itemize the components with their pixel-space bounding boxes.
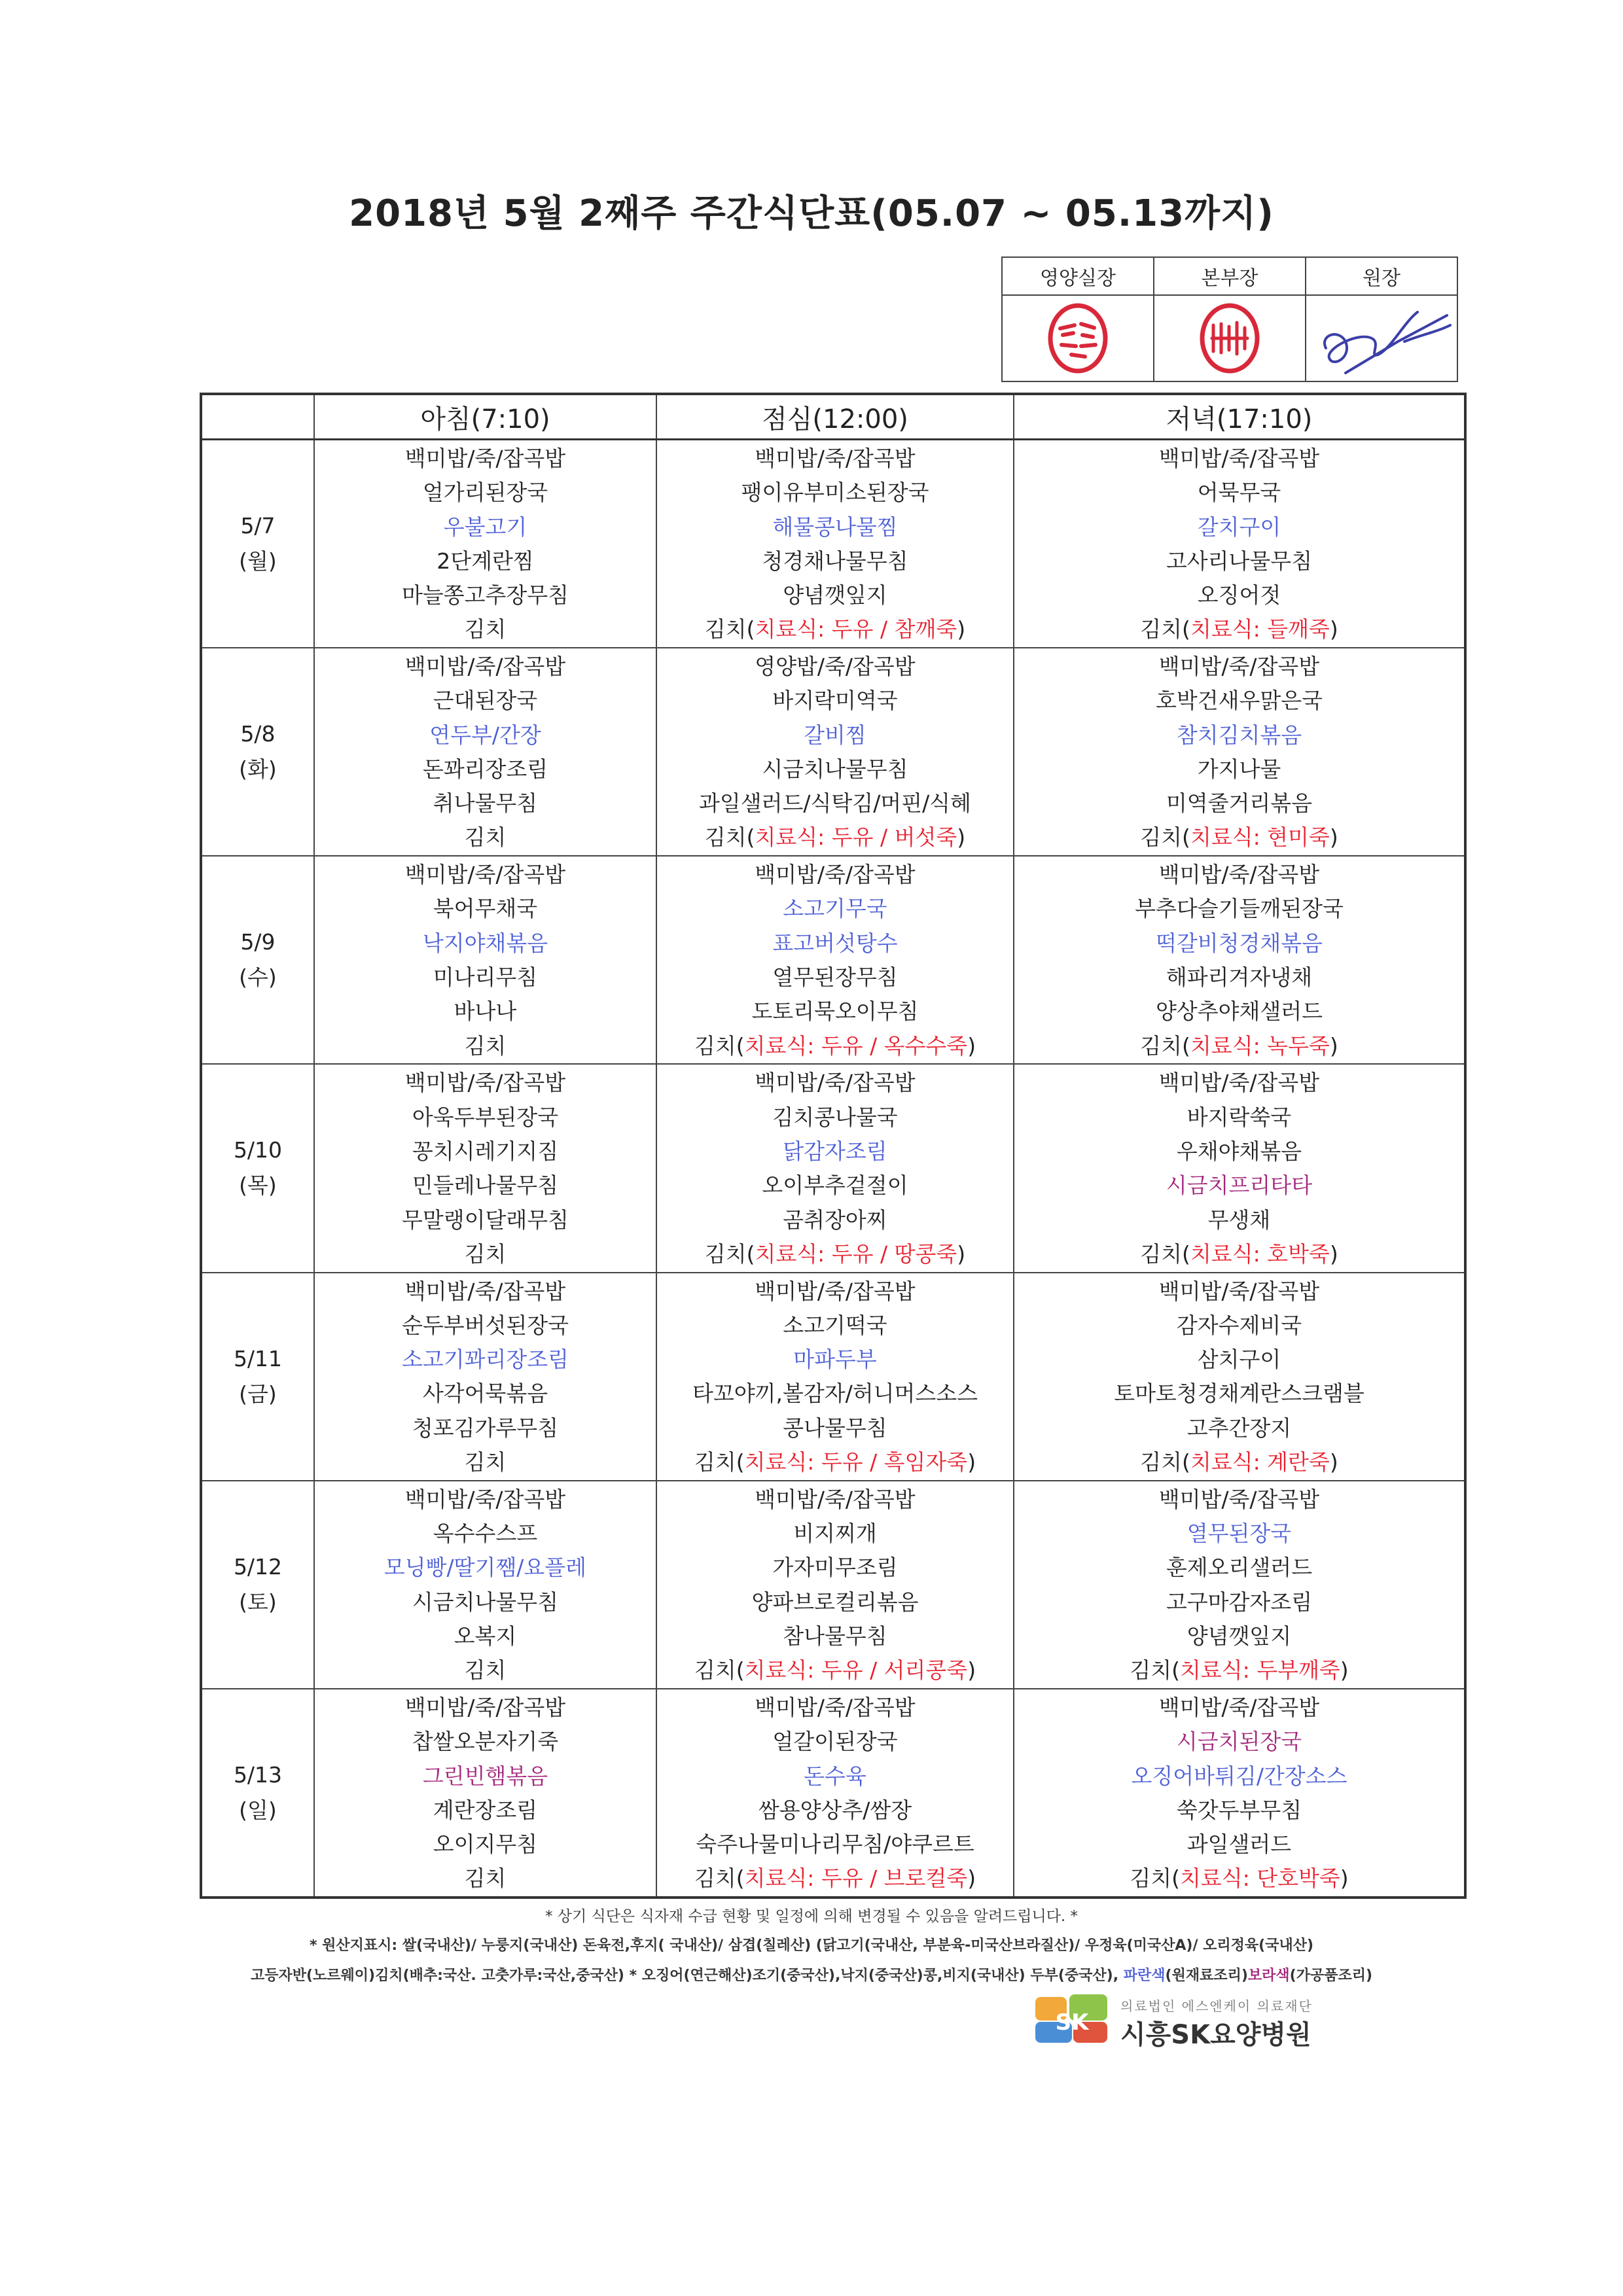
menu-item: 김치 <box>464 824 507 851</box>
menu-item: 백미밥/죽/잡곡밥 <box>1158 862 1320 888</box>
menu-header-row <box>201 394 1465 440</box>
menu-item: 백미밥/죽/잡곡밥 <box>1158 653 1320 679</box>
menu-item: 쌈용양상추/쌈장 <box>758 1797 912 1823</box>
menu-change-notice: * 상기 식단은 식자재 수급 현황 및 일정에 의해 변경될 수 있음을 알려드립니다. * <box>544 1908 1079 1925</box>
dinner-cell <box>1014 1481 1465 1689</box>
date-label: 5/8 <box>240 721 276 747</box>
therapeutic-diet-note: 치료식: 두유 / 참깨죽 <box>755 616 957 643</box>
menu-item: 닭감자조림 <box>783 1138 887 1164</box>
origin-notice-continued <box>0 1964 1623 1985</box>
day-column-header <box>201 394 314 440</box>
date-label: 5/13 <box>233 1762 283 1788</box>
lunch-cell <box>656 1689 1014 1898</box>
menu-item: 갈치구이 <box>1197 514 1281 540</box>
menu-item: 백미밥/죽/잡곡밥 <box>404 1278 566 1304</box>
dinner-cell <box>1014 440 1465 648</box>
approval-box <box>1001 256 1458 382</box>
menu-item <box>657 612 1013 646</box>
weekday-label: (월) <box>239 548 277 574</box>
menu-item: 고구마감자조림 <box>1166 1589 1313 1615</box>
menu-item <box>1014 612 1464 646</box>
menu-item: 삼치구이 <box>1197 1347 1281 1373</box>
dinner-cell <box>1014 856 1465 1064</box>
menu-item: 영양밥/죽/잡곡밥 <box>755 653 916 679</box>
menu-item: 김치 <box>464 616 507 643</box>
menu-item: 고사리나물무침 <box>1166 548 1313 574</box>
therapeutic-diet-note: 치료식: 두부깨죽 <box>1180 1657 1340 1684</box>
legend-blue: 파란색 <box>1123 1968 1166 1984</box>
menu-item-text: 김치( <box>704 1241 755 1267</box>
menu-item: 백미밥/죽/잡곡밥 <box>404 1695 566 1720</box>
day-row <box>201 1273 1465 1481</box>
legend-purple: 보라색 <box>1247 1968 1290 1984</box>
menu-item-text: 김치( <box>1130 1865 1180 1892</box>
lunch-cell <box>656 648 1014 856</box>
origin-text: 고등자반(노르웨이)김치(배추:국산. 고춧가루:국산,중국산) * 오징어(연근해산)조기(중국산),낙지(중국산)콩,비지(국내산) 두부(중국산), <box>250 1968 1119 1984</box>
menu-item: 민들레나물무침 <box>412 1173 559 1199</box>
menu-item: 쑥갓두부무침 <box>1176 1797 1302 1823</box>
dinner-cell <box>1014 1689 1465 1898</box>
approval-stamp-nutrition <box>1002 295 1154 381</box>
weekday-label: (목) <box>239 1173 277 1199</box>
menu-item: 숙주나물미나리무침/야쿠르트 <box>696 1831 974 1858</box>
menu-item <box>657 821 1013 855</box>
menu-item: 백미밥/죽/잡곡밥 <box>755 1278 916 1304</box>
menu-item: 소고기꽈리장조림 <box>401 1347 569 1373</box>
day-label-cell <box>201 440 314 648</box>
menu-item: 해물콩나물찜 <box>772 514 898 540</box>
day-label-cell <box>201 1481 314 1689</box>
menu-item: 김치 <box>464 1033 507 1059</box>
menu-item-close: ) <box>1329 824 1338 851</box>
menu-item: 백미밥/죽/잡곡밥 <box>404 862 566 888</box>
date-label: 5/12 <box>233 1553 283 1580</box>
menu-item <box>1014 1653 1464 1687</box>
therapeutic-diet-note: 치료식: 들깨죽 <box>1190 616 1330 643</box>
menu-item: 훈제오리샐러드 <box>1166 1555 1313 1581</box>
menu-item: 낙지야채볶음 <box>422 930 548 956</box>
day-row <box>201 1064 1465 1272</box>
menu-item-close: ) <box>957 616 966 643</box>
menu-item: 백미밥/죽/잡곡밥 <box>755 1070 916 1096</box>
menu-item: 오징어바튀김/간장소스 <box>1131 1763 1347 1789</box>
date-label: 5/9 <box>240 929 276 955</box>
menu-item: 부추다슬기들깨된장국 <box>1135 896 1344 922</box>
therapeutic-diet-note: 치료식: 현미죽 <box>1190 824 1330 851</box>
menu-item: 시금치나물무침 <box>762 756 908 782</box>
menu-item: 백미밥/죽/잡곡밥 <box>1158 446 1320 471</box>
therapeutic-diet-note: 치료식: 두유 / 땅콩죽 <box>755 1241 957 1267</box>
weekday-label: (화) <box>239 756 277 783</box>
approval-header-chief: 원장 <box>1306 257 1457 295</box>
menu-item <box>1014 821 1464 855</box>
menu-item: 과일샐러드 <box>1186 1831 1292 1858</box>
menu-item <box>657 1029 1013 1063</box>
approval-header-nutrition: 영양실장 <box>1002 257 1154 295</box>
menu-item: 계란장조림 <box>433 1797 538 1823</box>
menu-item: 2단계란찜 <box>437 548 534 574</box>
menu-item: 표고버섯탕수 <box>772 930 898 956</box>
menu-item-close: ) <box>1340 1865 1349 1892</box>
therapeutic-diet-note: 치료식: 호박죽 <box>1190 1241 1330 1267</box>
lunch-cell <box>656 856 1014 1064</box>
menu-item: 마파두부 <box>793 1347 877 1373</box>
menu-item: 사각어묵볶음 <box>422 1381 548 1407</box>
menu-item: 고추간장지 <box>1186 1415 1292 1441</box>
hospital-logo-icon <box>1033 1992 1111 2045</box>
menu-item-text: 김치( <box>694 1865 745 1892</box>
day-row <box>201 648 1465 856</box>
menu-item: 북어무채국 <box>433 896 538 922</box>
page-title: 2018년 5월 2째주 주간식단표(05.07 ~ 05.13까지) <box>349 192 1274 235</box>
date-label: 5/10 <box>233 1137 283 1163</box>
menu-item: 소고기떡국 <box>783 1312 887 1338</box>
day-label-cell <box>201 1689 314 1898</box>
menu-item-text: 김치( <box>704 824 755 851</box>
approval-signature-chief <box>1306 295 1457 381</box>
menu-item: 돈수육 <box>804 1763 866 1789</box>
hospital-name: 시흥SK요양병원 <box>1120 2020 1311 2050</box>
day-row <box>201 856 1465 1064</box>
lunch-cell <box>656 1273 1014 1481</box>
menu-item: 시금치된장국 <box>1176 1729 1302 1755</box>
menu-item: 백미밥/죽/잡곡밥 <box>1158 1278 1320 1304</box>
menu-item: 김치 <box>464 1865 507 1892</box>
menu-item <box>1014 1445 1464 1479</box>
menu-item-text: 김치( <box>694 1033 745 1059</box>
day-label-cell <box>201 648 314 856</box>
menu-item: 백미밥/죽/잡곡밥 <box>1158 1486 1320 1512</box>
menu-item: 토마토청경채계란스크램블 <box>1114 1381 1364 1407</box>
menu-item: 바나나 <box>454 998 517 1025</box>
menu-item <box>657 1237 1013 1271</box>
menu-item: 찹쌀오분자기죽 <box>412 1729 559 1755</box>
menu-item-text: 김치( <box>694 1449 745 1475</box>
menu-item <box>1014 1237 1464 1271</box>
menu-item: 무말랭이달래무침 <box>401 1207 569 1233</box>
menu-item-text: 김치( <box>1140 1033 1190 1059</box>
menu-item: 근대된장국 <box>433 688 538 714</box>
menu-item <box>657 1862 1013 1896</box>
therapeutic-diet-note: 치료식: 두유 / 흑임자죽 <box>744 1449 968 1475</box>
menu-item: 오징어젓 <box>1197 582 1281 609</box>
menu-item: 오이지무침 <box>433 1831 538 1858</box>
lunch-cell <box>656 1064 1014 1272</box>
weekday-label: (금) <box>239 1381 277 1407</box>
therapeutic-diet-note: 치료식: 녹두죽 <box>1190 1033 1330 1059</box>
menu-item: 백미밥/죽/잡곡밥 <box>404 653 566 679</box>
menu-item-text: 김치( <box>1140 1449 1190 1475</box>
approval-header-director: 본부장 <box>1154 257 1306 295</box>
dinner-cell <box>1014 1064 1465 1272</box>
menu-item-close: ) <box>1329 1033 1338 1059</box>
lunch-cell <box>656 440 1014 648</box>
therapeutic-diet-note: 치료식: 두유 / 서리콩죽 <box>744 1657 968 1684</box>
menu-item: 백미밥/죽/잡곡밥 <box>755 446 916 471</box>
menu-item: 양념깻잎지 <box>1186 1623 1292 1649</box>
menu-item: 콩나물무침 <box>783 1415 887 1441</box>
menu-item: 과일샐러드/식탁김/머핀/식혜 <box>699 790 971 817</box>
menu-item: 호박건새우맑은국 <box>1155 688 1323 714</box>
approval-stamp-director <box>1154 295 1306 381</box>
menu-item: 양상추야채샐러드 <box>1155 998 1323 1025</box>
day-label-cell <box>201 1064 314 1272</box>
breakfast-cell <box>314 1689 656 1898</box>
menu-item: 백미밥/죽/잡곡밥 <box>1158 1070 1320 1096</box>
breakfast-cell <box>314 440 656 648</box>
menu-item: 타꼬야끼,볼감자/허니머스소스 <box>692 1381 978 1407</box>
logo-text: SK <box>1055 2009 1089 2036</box>
menu-item: 떡갈비청경채볶음 <box>1155 930 1323 956</box>
menu-item: 바지락쑥국 <box>1186 1104 1292 1130</box>
menu-item-close: ) <box>957 1241 966 1267</box>
menu-item: 백미밥/죽/잡곡밥 <box>755 1695 916 1720</box>
menu-item: 우불고기 <box>443 514 527 540</box>
menu-item: 백미밥/죽/잡곡밥 <box>404 1070 566 1096</box>
menu-item: 백미밥/죽/잡곡밥 <box>755 862 916 888</box>
menu-item: 팽이유부미소된장국 <box>741 480 929 506</box>
breakfast-cell <box>314 1273 656 1481</box>
menu-item: 바지락미역국 <box>772 688 898 714</box>
therapeutic-diet-note: 치료식: 계란죽 <box>1190 1449 1330 1475</box>
menu-item: 백미밥/죽/잡곡밥 <box>404 446 566 471</box>
breakfast-cell <box>314 1064 656 1272</box>
menu-item: 참치김치볶음 <box>1176 722 1302 748</box>
weekday-label: (일) <box>239 1797 277 1823</box>
day-row <box>201 1481 1465 1689</box>
menu-item-close: ) <box>967 1657 976 1684</box>
hospital-subtitle: 의료법인 에스엔케이 의료재단 <box>1120 1998 1313 2014</box>
menu-item: 소고기무국 <box>783 896 887 922</box>
origin-notice: * 원산지표시: 쌀(국내산)/ 누룽지(국내산) 돈육전,후지( 국내산)/ 삼겹(칠레산) (닭고기(국내산, 부분육-미국산브라질산)/ 우정육(미국산A)/ 오리정육(국내산) <box>309 1937 1314 1954</box>
menu-item: 백미밥/죽/잡곡밥 <box>404 1486 566 1512</box>
seal-stamp <box>1042 299 1114 378</box>
dinner-cell <box>1014 648 1465 856</box>
menu-item <box>1014 1862 1464 1896</box>
menu-item-text: 김치( <box>694 1657 745 1684</box>
menu-item: 양념깻잎지 <box>783 582 887 609</box>
menu-item: 갈비찜 <box>804 722 866 748</box>
menu-item: 시금치프리타타 <box>1166 1173 1313 1199</box>
breakfast-cell <box>314 1481 656 1689</box>
menu-item: 김치콩나물국 <box>772 1104 898 1130</box>
lunch-column-header: 점심(12:00) <box>656 394 1014 440</box>
menu-item-close: ) <box>1329 616 1338 643</box>
date-label: 5/11 <box>233 1345 283 1371</box>
legend-purple-desc: (가공품조리) <box>1289 1968 1373 1984</box>
breakfast-column-header: 아침(7:10) <box>314 394 656 440</box>
date-label: 5/7 <box>240 512 276 539</box>
therapeutic-diet-note: 치료식: 두유 / 브로컬죽 <box>744 1865 968 1892</box>
menu-item: 김치 <box>464 1241 507 1267</box>
menu-item-close: ) <box>1329 1241 1338 1267</box>
menu-item: 미나리무침 <box>433 964 538 991</box>
menu-item <box>657 1445 1013 1479</box>
menu-item-close: ) <box>967 1865 976 1892</box>
menu-item: 어묵무국 <box>1197 480 1281 506</box>
menu-item: 오이부추겉절이 <box>762 1173 908 1199</box>
seal-stamp <box>1194 299 1266 378</box>
menu-item-text: 김치( <box>1130 1657 1180 1684</box>
menu-item-close: ) <box>967 1449 976 1475</box>
menu-item-text: 김치( <box>1140 824 1190 851</box>
menu-item: 김치 <box>464 1657 507 1684</box>
menu-item: 가지나물 <box>1197 756 1281 782</box>
menu-item: 꽁치시레기지짐 <box>412 1138 559 1164</box>
menu-item-close: ) <box>1329 1449 1338 1475</box>
menu-item-close: ) <box>1340 1657 1349 1684</box>
dinner-cell <box>1014 1273 1465 1481</box>
dinner-column-header: 저녁(17:10) <box>1014 394 1465 440</box>
day-row <box>201 440 1465 648</box>
menu-item-text: 김치( <box>704 616 755 643</box>
menu-item-text: 김치( <box>1140 1241 1190 1267</box>
menu-item: 돈꽈리장조림 <box>422 756 548 782</box>
menu-item: 미역줄거리볶음 <box>1166 790 1313 817</box>
lunch-cell <box>656 1481 1014 1689</box>
therapeutic-diet-note: 치료식: 두유 / 옥수수죽 <box>744 1033 968 1059</box>
menu-item: 그린빈햄볶음 <box>422 1763 548 1789</box>
menu-item: 곰취장아찌 <box>783 1207 887 1233</box>
menu-item: 시금치나물무침 <box>412 1589 559 1615</box>
legend-blue-desc: (원재료조리) <box>1165 1968 1248 1984</box>
breakfast-cell <box>314 856 656 1064</box>
menu-item-close: ) <box>967 1033 976 1059</box>
menu-item: 옥수수스프 <box>433 1521 538 1547</box>
menu-item-close: ) <box>957 824 966 851</box>
menu-item <box>1014 1029 1464 1063</box>
menu-item: 비지찌개 <box>793 1521 877 1547</box>
signature <box>1306 296 1457 381</box>
menu-item: 무생채 <box>1207 1207 1271 1233</box>
weekly-menu-table <box>200 393 1467 1899</box>
menu-item: 백미밥/죽/잡곡밥 <box>755 1486 916 1512</box>
breakfast-cell <box>314 648 656 856</box>
menu-item: 얼갈이된장국 <box>772 1729 898 1755</box>
menu-item: 취나물무침 <box>433 790 538 817</box>
menu-item: 백미밥/죽/잡곡밥 <box>1158 1695 1320 1720</box>
day-label-cell <box>201 1273 314 1481</box>
menu-item: 김치 <box>464 1449 507 1475</box>
menu-item: 아욱두부된장국 <box>412 1104 559 1130</box>
menu-item: 해파리겨자냉채 <box>1166 964 1313 991</box>
menu-item: 열무된장국 <box>1186 1521 1292 1547</box>
menu-item: 모닝빵/딸기쨈/요플레 <box>383 1555 587 1581</box>
menu-item: 우채야채볶음 <box>1176 1138 1302 1164</box>
therapeutic-diet-note: 치료식: 단호박죽 <box>1180 1865 1340 1892</box>
menu-item: 오복지 <box>454 1623 517 1649</box>
menu-item: 열무된장무침 <box>772 964 898 991</box>
menu-item: 도토리묵오이무침 <box>751 998 919 1025</box>
weekday-label: (토) <box>239 1589 277 1615</box>
menu-item: 양파브로컬리볶음 <box>751 1589 919 1615</box>
day-row <box>201 1689 1465 1898</box>
menu-item: 청경채나물무침 <box>762 548 908 574</box>
menu-item <box>657 1653 1013 1687</box>
weekday-label: (수) <box>239 964 277 991</box>
menu-item: 가자미무조림 <box>772 1555 898 1581</box>
menu-item: 청포김가루무침 <box>412 1415 559 1441</box>
menu-item: 참나물무침 <box>783 1623 887 1649</box>
menu-item: 연두부/간장 <box>429 722 541 748</box>
menu-item: 순두부버섯된장국 <box>401 1312 569 1338</box>
menu-item: 감자수제비국 <box>1176 1312 1302 1338</box>
menu-item-text: 김치( <box>1140 616 1190 643</box>
menu-item: 마늘쫑고추장무침 <box>401 582 569 609</box>
day-label-cell <box>201 856 314 1064</box>
menu-item: 얼가리된장국 <box>422 480 548 506</box>
therapeutic-diet-note: 치료식: 두유 / 버섯죽 <box>755 824 957 851</box>
